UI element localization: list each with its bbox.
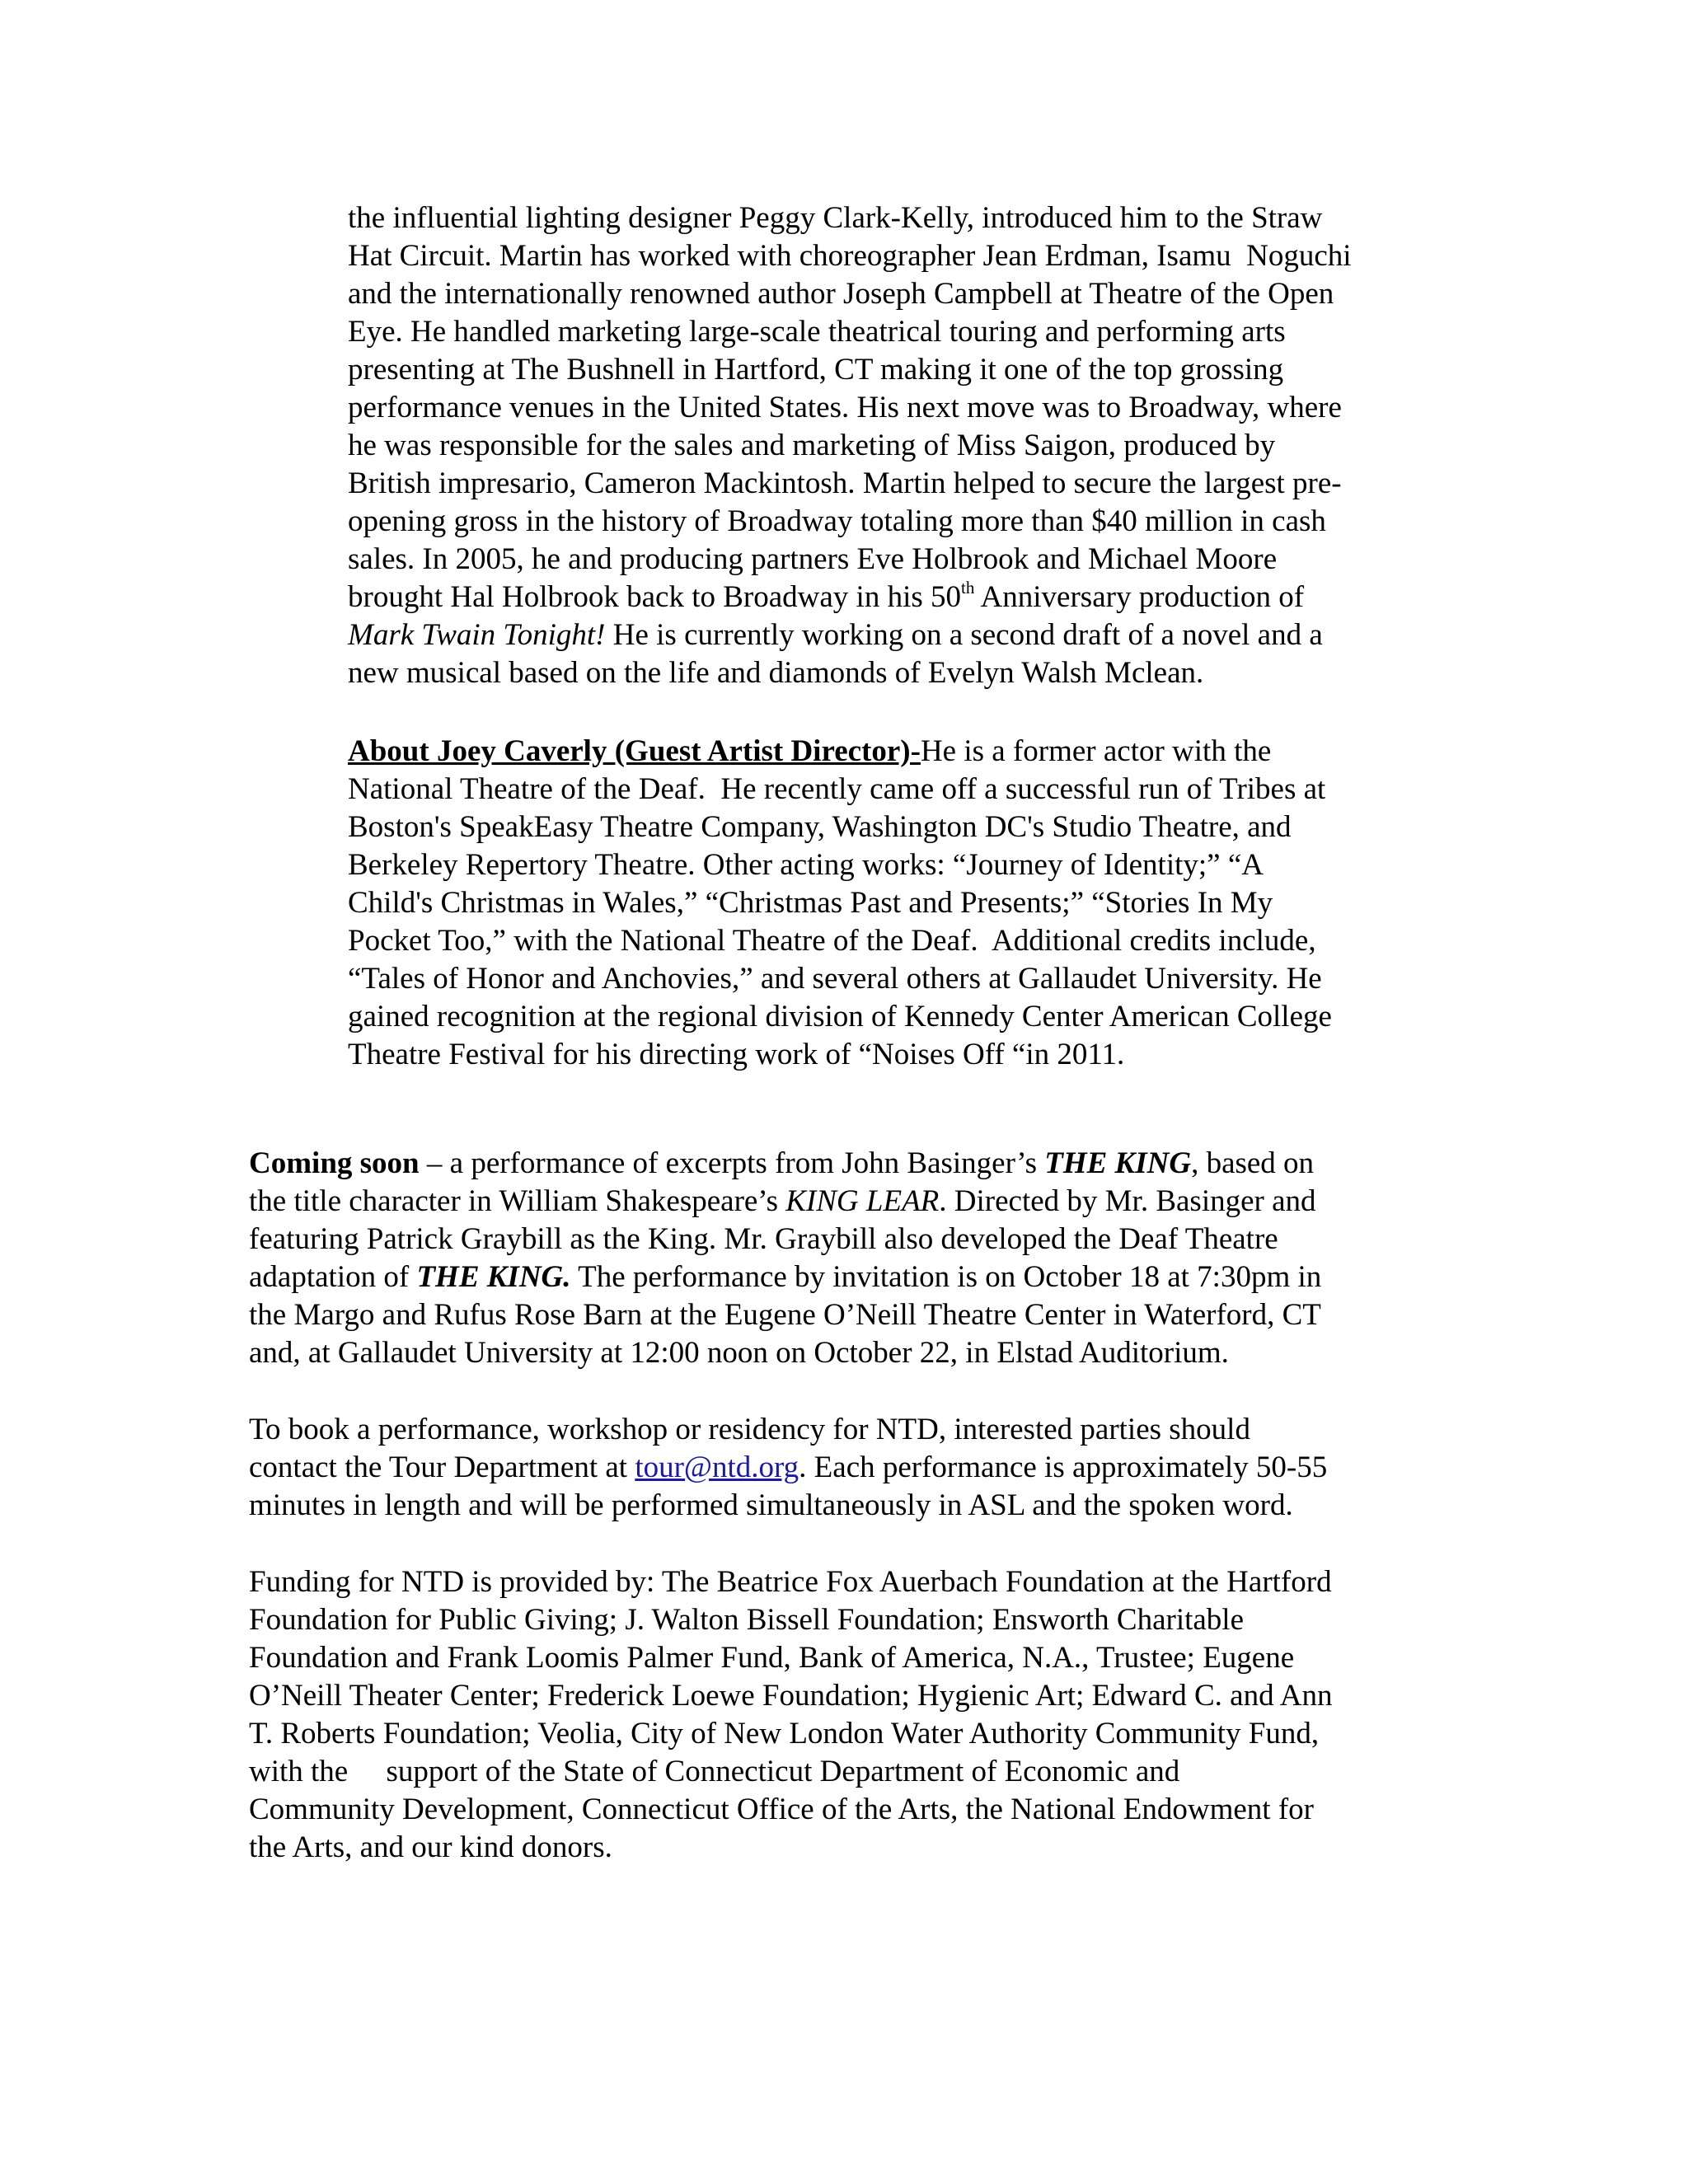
text-line: the influential lighting designer Peggy Clark-Kelly, introduced him to the Straw <box>348 201 1323 235</box>
show-title: Mark Twain Tonight! <box>348 618 606 652</box>
text-line: and, at Gallaudet University at 12:00 noon on October 22, in Elstad Auditorium. <box>249 1336 1229 1370</box>
text-line <box>249 1449 1327 1487</box>
text-line: gained recognition at the regional division of Kennedy Center American College <box>348 1000 1332 1033</box>
section-heading: About Joey Caverly (Guest Artist Director)- <box>348 734 921 768</box>
text-line: featuring Patrick Graybill as the King. Mr. Graybill also developed the Deaf Theatre <box>249 1222 1278 1256</box>
text-span: The performance by invitation is on October 18 at 7:30pm in <box>570 1260 1322 1294</box>
text-line: with the support of the State of Connecticut Department of Economic and <box>249 1755 1180 1788</box>
text-span: contact the Tour Department at <box>249 1451 635 1484</box>
text-span: He is currently working on a second draft of a novel and a <box>605 618 1323 652</box>
text-line: new musical based on the life and diamonds of Evelyn Walsh Mclean. <box>348 656 1204 690</box>
text-line: Foundation and Frank Loomis Palmer Fund, Bank of America, N.A., Trustee; Eugene <box>249 1641 1295 1675</box>
text-line: opening gross in the history of Broadway totaling more than $40 million in cash <box>348 504 1326 538</box>
show-title: THE KING <box>1044 1146 1192 1180</box>
text-line: “Tales of Honor and Anchovies,” and several others at Gallaudet University. He <box>348 962 1322 996</box>
text-line: presenting at The Bushnell in Hartford, CT making it one of the top grossing <box>348 353 1284 387</box>
text-line <box>348 616 1323 654</box>
text-line: Foundation for Public Giving; J. Walton Bissell Foundation; Ensworth Charitable <box>249 1603 1244 1637</box>
text-line: To book a performance, workshop or residency for NTD, interested parties should <box>249 1413 1250 1446</box>
text-line: performance venues in the United States. His next move was to Broadway, where <box>348 391 1342 424</box>
text-line: National Theatre of the Deaf. He recently came off a successful run of Tribes at <box>348 772 1326 806</box>
text-span: He is a former actor with the <box>920 734 1272 768</box>
text-line: sales. In 2005, he and producing partners Eve Holbrook and Michael Moore <box>348 542 1278 576</box>
text-span: Anniversary production of <box>974 580 1305 614</box>
text-line <box>348 579 1304 616</box>
text-line: and the internationally renowned author Joseph Campbell at Theatre of the Open <box>348 277 1334 311</box>
text-line: Eye. He handled marketing large-scale theatrical touring and performing arts <box>348 315 1286 349</box>
text-line: the Margo and Rufus Rose Barn at the Eugene O’Neill Theatre Center in Waterford, CT <box>249 1298 1321 1332</box>
text-line: Child's Christmas in Wales,” “Christmas Past and Presents;” “Stories In My <box>348 886 1273 920</box>
text-span: , based on <box>1191 1146 1315 1180</box>
text-line: Theatre Festival for his directing work of “Noises Off “in 2011. <box>348 1038 1125 1071</box>
show-title: THE KING. <box>416 1260 571 1294</box>
text-line: British impresario, Cameron Mackintosh. Martin helped to secure the largest pre- <box>348 466 1342 500</box>
text-line <box>249 1183 1316 1221</box>
coming-soon-label: Coming soon <box>249 1146 420 1180</box>
text-line: the Arts, and our kind donors. <box>249 1830 612 1864</box>
text-line <box>249 1258 1321 1296</box>
text-line: Pocket Too,” with the National Theatre of the Deaf. Additional credits include, <box>348 924 1316 958</box>
text-span: . Directed by Mr. Basinger and <box>939 1184 1316 1218</box>
superscript: th <box>961 578 975 598</box>
text-line: Boston's SpeakEasy Theatre Company, Washington DC's Studio Theatre, and <box>348 810 1292 844</box>
text-line: O’Neill Theater Center; Frederick Loewe Foundation; Hygienic Art; Edward C. and Ann <box>249 1679 1333 1713</box>
show-title: KING LEAR <box>785 1184 940 1218</box>
text-line: Community Development, Connecticut Office of the Arts, the National Endowment for <box>249 1793 1314 1826</box>
text-line <box>348 733 1271 771</box>
text-line <box>249 1145 1314 1183</box>
text-line: Berkeley Repertory Theatre. Other acting works: “Journey of Identity;” “A <box>348 848 1264 882</box>
text-span: the title character in William Shakespeare’s <box>249 1184 786 1218</box>
text-line: Funding for NTD is provided by: The Beatrice Fox Auerbach Foundation at the Hartford <box>249 1565 1332 1599</box>
text-line: he was responsible for the sales and marketing of Miss Saigon, produced by <box>348 429 1276 462</box>
text-span: brought Hal Holbrook back to Broadway in his 50 <box>348 580 961 614</box>
text-span: adaptation of <box>249 1260 417 1294</box>
text-line: T. Roberts Foundation; Veolia, City of New London Water Authority Community Fund, <box>249 1717 1320 1750</box>
text-span: – a performance of excerpts from John Basinger’s <box>419 1146 1045 1180</box>
text-line: minutes in length and will be performed simultaneously in ASL and the spoken word. <box>249 1488 1293 1522</box>
text-line: Hat Circuit. Martin has worked with choreographer Jean Erdman, Isamu Noguchi <box>348 239 1352 273</box>
email-link[interactable]: tour@ntd.org <box>635 1451 799 1484</box>
text-span: . Each performance is approximately 50-55 <box>799 1451 1328 1484</box>
